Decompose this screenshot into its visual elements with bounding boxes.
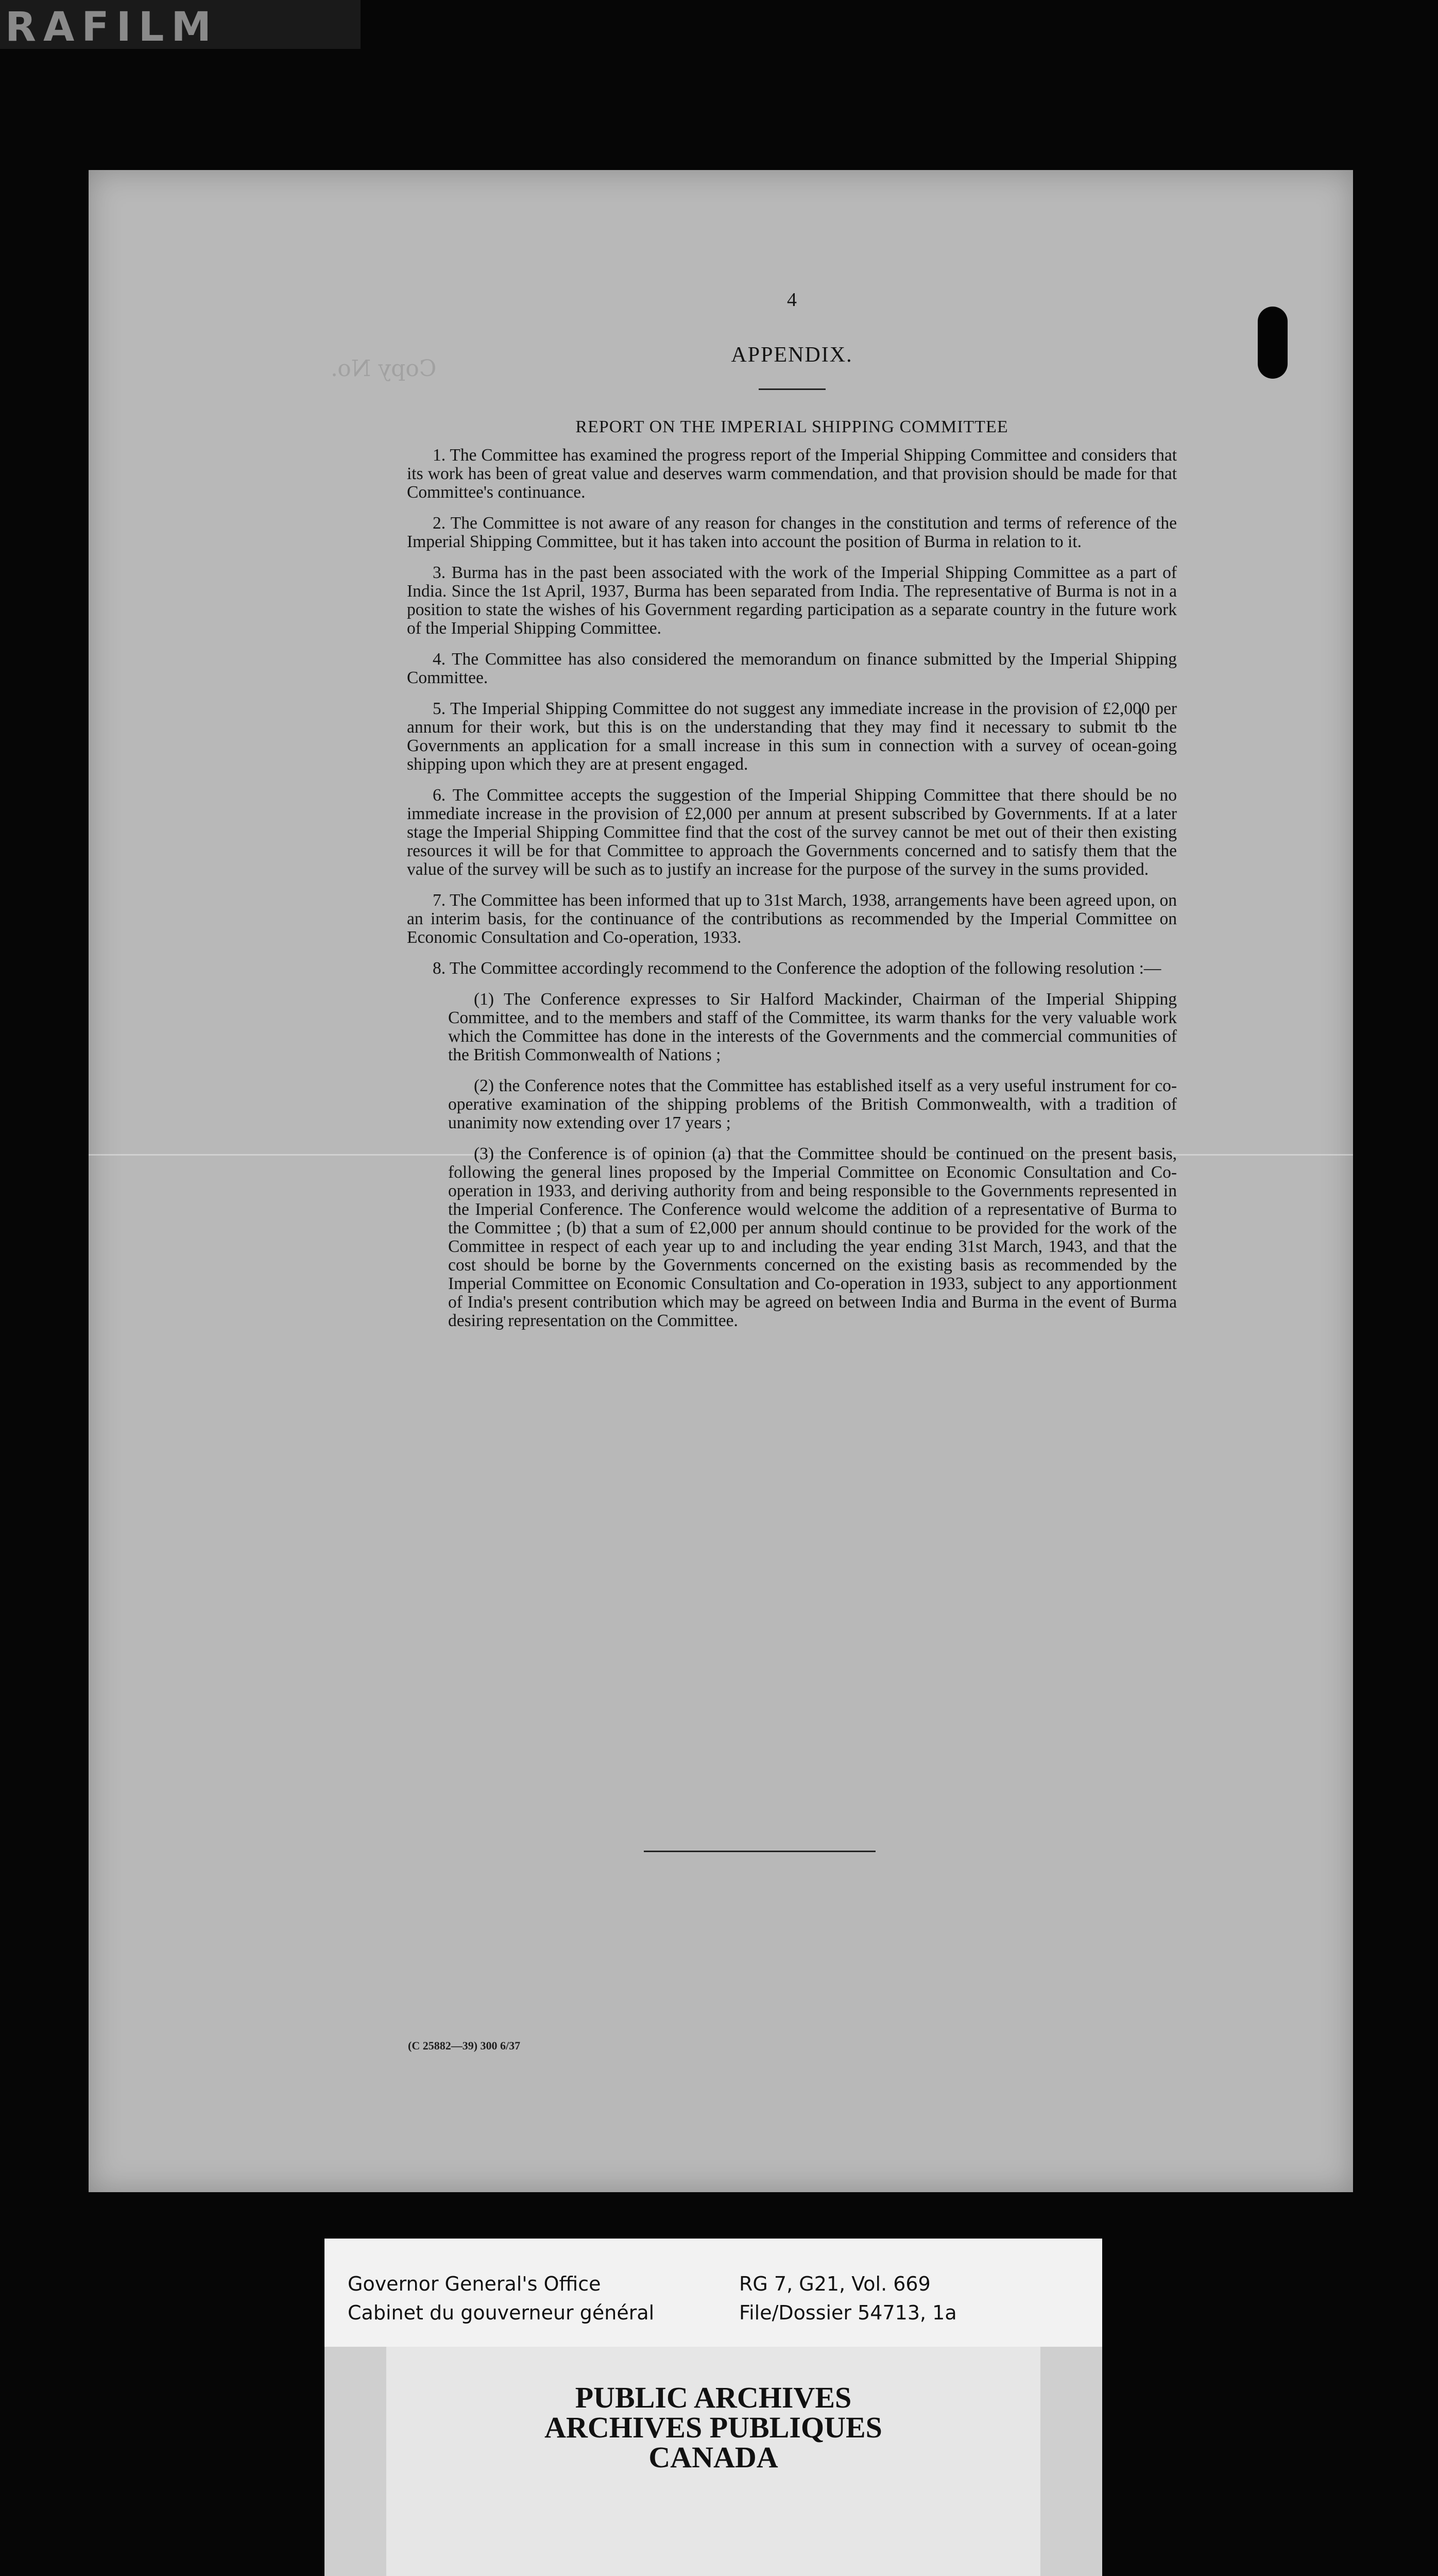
film-header-strip [0,0,361,49]
record-group: RG 7, G21, Vol. 669 [739,2273,931,2295]
resolution-1: (1) The Conference expresses to Sir Halford Mackinder, Chairman of the Imperial Shipping Committee, and to the members and staff of the Committee, its warm thanks for the very valuable work which the Committee has done in the interests of the Governments and the commercial communities of the British Commonwealth of Nations ; [448,989,1177,1064]
archives-name-fr: ARCHIVES PUBLIQUES [544,2411,882,2444]
film-header-text: RAFILM [5,4,219,50]
paragraph-7: 7. The Committee has been informed that up to 31st March, 1938, arrangements have been agreed upon, on an interim basis, for the continuance of the contributions as recommended by the Imperial Committee on Economic Consultation and Co-operation, 1933. [407,890,1177,947]
office-name-en: Governor General's Office [348,2273,601,2295]
appendix-title: APPENDIX. [731,343,853,367]
resolution-3: (3) the Conference is of opinion (a) that the Committee should be continued on the present basis, following the general lines proposed by the Imperial Committee on Economic Consultation and Co-operation in 1933, and deriving authority from and being responsible to the Governments represented in the Imperial Conference. The Conference would welcome the addition of a representative of Burma to the Committee ; (b) that a sum of £2,000 per annum should continue to be provided for the work of the Committee in respect of each year up to and including the year ending 31st March, 1943, and that the cost should be borne by the Governments concerned on the existing basis as recommended by the Imperial Committee on Economic Consultation and Co-operation in 1933, subject to any apportionment of India's present contribution which may be agreed on between India and Burma in the event of Burma desiring representation on the Committee. [448,1144,1177,1330]
reference-block [739,2269,957,2327]
page-number: 4 [787,289,797,311]
office-block [348,2269,654,2327]
archives-stamp [324,2383,1102,2472]
closing-rule [644,1851,876,1852]
paragraph-2: 2. The Committee is not aware of any reason for changes in the constitution and terms of reference of the Imperial Shipping Committee, but it has taken into account the position of Burma in relation to it. [407,513,1177,551]
print-code: (C 25882—39) 300 6/37 [408,2039,521,2052]
archive-label-header [324,2239,1102,2347]
title-rule [759,388,826,390]
report-title: REPORT ON THE IMPERIAL SHIPPING COMMITTEE [575,417,1008,436]
office-name-fr: Cabinet du gouverneur général [348,2301,655,2324]
document-page [89,170,1353,2192]
paragraph-1: 1. The Committee has examined the progress report of the Imperial Shipping Committee and considers that its work has been of great value and deserves warm commendation, and that provision should be made for that Committee's continuance. [407,445,1177,502]
resolution-2: (2) the Conference notes that the Committee has established itself as a very useful instrument for co-operative examination of the shipping problems of the British Commonwealth, with a tradition of unanimity now extending over 17 years ; [448,1076,1177,1132]
archives-name-en: PUBLIC ARCHIVES [575,2381,852,2414]
archive-label [324,2239,1102,2576]
bleed-through-text: Copy No. [331,355,437,382]
paragraph-8: 8. The Committee accordingly recommend to the Conference the adoption of the following resolution :— [433,958,1161,978]
file-number: File/Dossier 54713, 1a [739,2301,957,2324]
paragraph-6: 6. The Committee accepts the suggestion of the Imperial Shipping Committee that there should be no immediate increase in the provision of £2,000 per annum at present subscribed by Governments. If at a later stage the Imperial Shipping Committee find that the cost of the survey cannot be met out of their then existing resources it will be for that Committee to approach the Governments concerned and to satisfy them that the value of the survey will be such as to justify an increase for the purpose of the survey in the sums provided. [407,785,1177,879]
paragraph-5: 5. The Imperial Shipping Committee do not suggest any immediate increase in the provision of £2,000 per annum for their work, but this is on the understanding that they may find it necessary to submit to the Governments an application for a small increase in this sum in connection with a survey of ocean-going shipping upon which they are at present engaged. [407,699,1177,774]
document-content [407,289,1177,1343]
paragraph-4: 4. The Committee has also considered the memorandum on finance submitted by the Imperial Shipping Committee. [407,649,1177,687]
punch-hole [1258,307,1288,379]
archives-country: CANADA [648,2441,778,2474]
paragraph-3: 3. Burma has in the past been associated with the work of the Imperial Shipping Committee as a part of India. Since the 1st April, 1937, Burma has been separated from India. The representative of Burma is not in a position to state the wishes of his Government regarding participation as a separate country in the future work of the Imperial Shipping Committee. [407,563,1177,638]
